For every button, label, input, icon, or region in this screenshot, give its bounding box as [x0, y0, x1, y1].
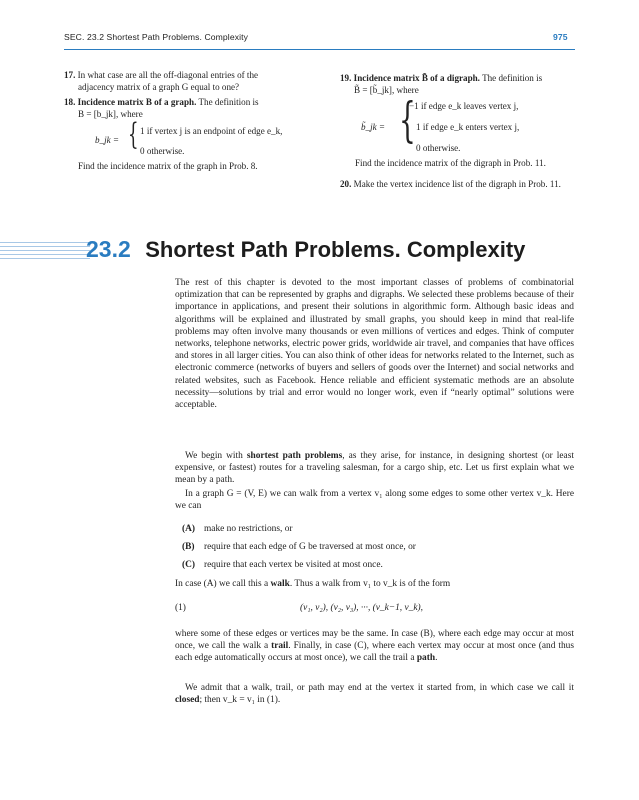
body-para-2: We begin with shortest path problems, as they arise, for instance, in designing shortest (or least expensive, or fastest) routes for a traveling salesman, for a cargo ship, etc. Let us first explain what we mean by a path. [175, 451, 574, 486]
p19-brace: { [399, 92, 416, 148]
problem-19: 19. Incidence matrix B̃ of a digraph. The definition is B̃ = [b̃_jk], where [340, 73, 543, 95]
section-title: Shortest Path Problems. Complexity [145, 237, 526, 262]
section-heading [86, 236, 525, 270]
running-header: SEC. 23.2 Shortest Path Problems. Complexity [64, 32, 248, 42]
page-number: 975 [553, 32, 568, 42]
p19-case2: 1 if edge e_k enters vertex j, [416, 122, 520, 132]
list-item-a: (A) make no restrictions, or [182, 524, 293, 534]
p19-case3: 0 otherwise. [416, 143, 461, 153]
p18-task: Find the incidence matrix of the graph in Prob. 8. [78, 161, 258, 171]
problem-20: 20. Make the vertex incidence list of the digraph in Prob. 11. [340, 179, 561, 189]
p18-case1: 1 if vertex j is an endpoint of edge e_k, [140, 126, 283, 136]
p19-lhs: b̃_jk = [361, 122, 386, 132]
list-item-b: (B) require that each edge of G be traversed at most once, or [182, 542, 416, 552]
p18-brace: { [128, 117, 139, 152]
equation-1: (v₁, v₂), (v₂, v₃), ···, (v_k−1, v_k), [300, 603, 423, 613]
problem-18: 18. Incidence matrix B of a graph. The definition is B = [b_jk], where [64, 97, 259, 119]
heading-decoration [0, 242, 90, 262]
body-para-6: We admit that a walk, trail, or path may end at the vertex it started from, in which case we call it closed; then v_k = v₁ in (1). [175, 683, 574, 706]
section-number: 23.2 [86, 236, 131, 262]
body-para-4: In case (A) we call this a walk. Thus a walk from v₁ to v_k is of the form [175, 579, 451, 589]
p19-case1: −1 if edge e_k leaves vertex j, [409, 101, 519, 111]
body-para-5: where some of these edges or vertices may be the same. In case (B), where each edge may occur at most once, we call the walk a trail. Finally, in case (C), where each vertex may occur at most once (and thus each edge automatically occurs at most once), we call the trail a path. [175, 629, 574, 664]
body-para-1: The rest of this chapter is devoted to the most important classes of problems of combinatorial optimization that can be represented by graphs and digraphs. We selected these problems because of their importance in applications, and present their solutions in algorithmic form. Although basic ideas and algorithms will be explained and illustrated by small graphs, you should keep in mind that real-life problems may often involve many thousands or even millions of vertices and edges. Think of computer networks, telephone networks, electric power grids, worldwide air travel, and companies that have offices and stores in all larger cities. You can also think of other ideas for networks related to the Internet, such as electronic commerce (networks of buyers and sellers of goods over the Internet) and social networks and related websites, such as Facebook. Hence reliable and efficient systematic methods are an absolute necessity—solutions by trial and error would no longer work, even if “nearly optimal” solutions were acceptable. [175, 278, 574, 411]
problem-17: 17. In what case are all the off-diagonal entries of the adjacency matrix of a graph G equal to one? [64, 70, 259, 92]
header-rule [64, 49, 575, 50]
p19-task: Find the incidence matrix of the digraph in Prob. 11. [355, 158, 546, 168]
list-item-c: (C) require that each vertex be visited at most once. [182, 560, 383, 570]
body-para-3: In a graph G = (V, E) we can walk from a vertex v₁ along some edges to some other vertex v_k. Here we can [175, 489, 574, 512]
p18-case2: 0 otherwise. [140, 146, 185, 156]
p18-lhs: b_jk = [95, 135, 120, 145]
equation-label: (1) [175, 603, 186, 613]
